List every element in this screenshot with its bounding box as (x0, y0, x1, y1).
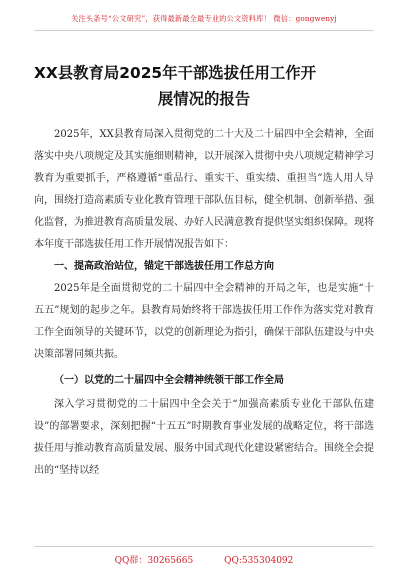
promo-banner: 关注头条号“公文研究”，获得最新最全最专业的公文资料库！ 微信：gongwenyj (71, 14, 337, 23)
header-divider (34, 30, 374, 31)
footer-contact (0, 553, 408, 566)
footer-divider (34, 546, 374, 547)
document-body (34, 124, 374, 482)
section-heading-1: 一、提高政治站位，锚定干部选拔任用工作总方向 (54, 261, 274, 272)
paragraph-intro: 2025年，XX县教育局深入贯彻党的二十大及二十届四中全会精神，全面落实中央八项规定及其实施细则精神，以开展深入贯彻中央八项规定精神学习教育为重要抓手，严格遵循“重品行、重实干、重实绩、重担当”选人用人导向，围绕打造高素质专业化教育管理干部队伍目标，健全机制、创新举措、强化监督，为推进教育高质量发展、办好人民满意教育提供坚实组织保障。现将本年度干部选拔任用工作开展情况报告如下： (34, 129, 374, 250)
qq-group: QQ群：30265665 (114, 556, 194, 566)
document-title (34, 60, 374, 112)
title-line-1: XX县教育局2025年干部选拔任用工作开 (34, 64, 317, 82)
qq-number: QQ:535304092 (224, 556, 294, 566)
paragraph-section-1: 2025年是全面贯彻党的二十届四中全会精神的开局之年，也是实施“十五五”规划的起步之年。县教育局始终将干部选拔任用工作作为落实党对教育工作全面领导的关键环节，以党的创新理论为指引，确保干部队伍建设与中央决策部署同频共振。 (34, 283, 374, 360)
paragraph-subsection-1: 深入学习贯彻党的二十届四中全会关于“加强高素质专业化干部队伍建设”的部署要求，深刻把握“十五五”时期教育事业发展的战略定位，将干部选拔任用与推动教育高质量发展、服务中国式现代化建设紧密结合。围绕全会提出的“坚持以经 (34, 399, 374, 476)
subsection-heading-1: （一）以党的二十届四中全会精神统领干部工作全局 (54, 375, 284, 386)
title-line-2: 展情况的报告 (157, 90, 251, 108)
